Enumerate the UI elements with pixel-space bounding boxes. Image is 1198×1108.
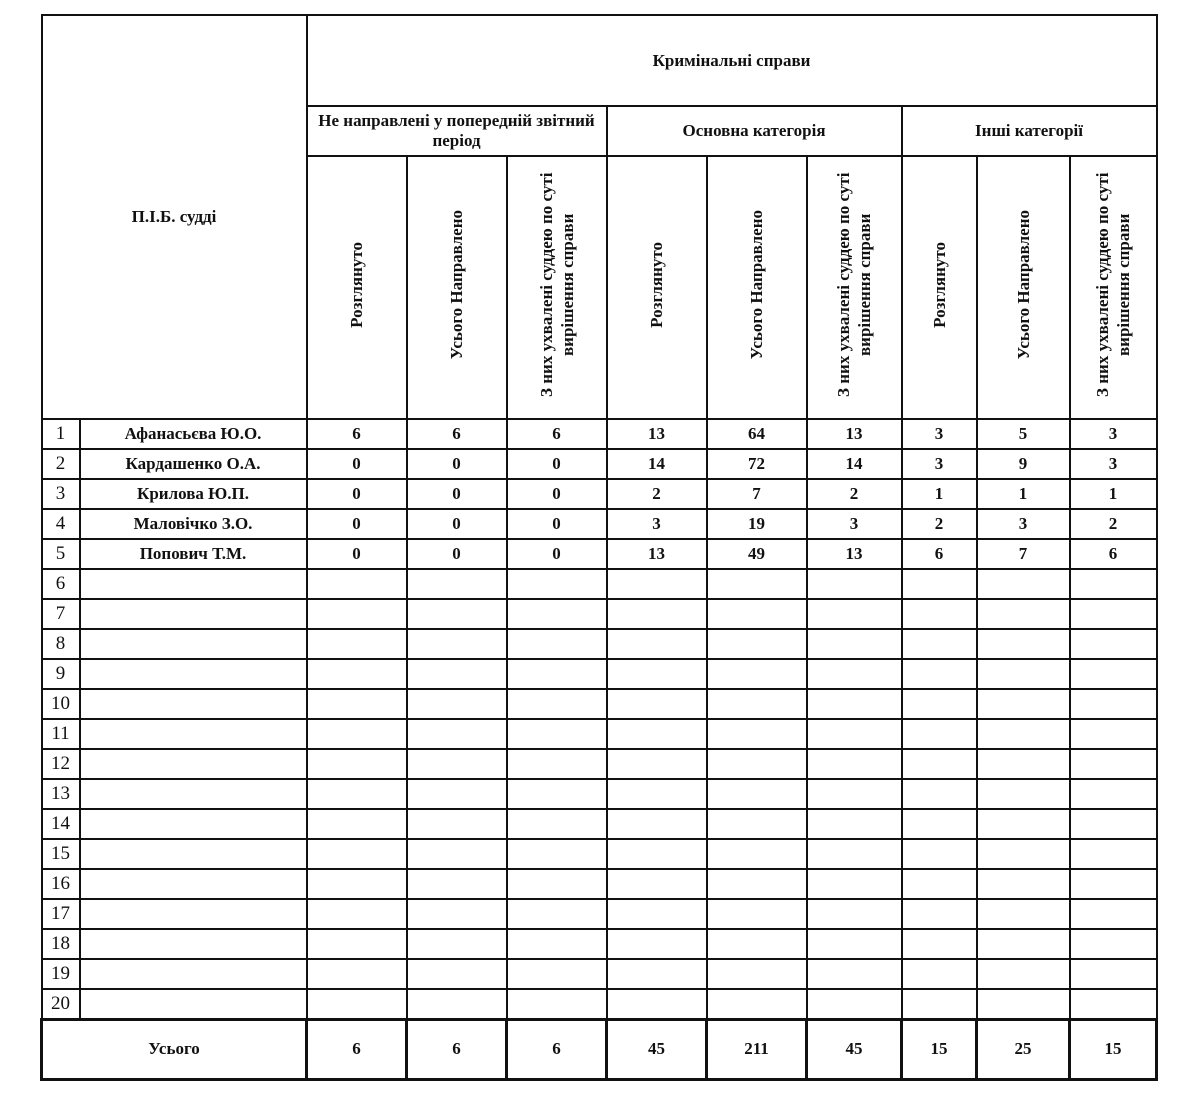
table-row (42, 689, 1157, 719)
table-row (42, 509, 1157, 539)
value-cell (977, 569, 1070, 599)
value-cell: 14 (607, 449, 707, 479)
value-cell (607, 659, 707, 689)
value-cell (307, 959, 407, 989)
value-cell (607, 989, 707, 1019)
table-row (42, 629, 1157, 659)
row-number: 7 (42, 599, 80, 629)
row-number: 3 (42, 479, 80, 509)
value-cell (707, 689, 807, 719)
value-cell: 64 (707, 419, 807, 449)
judge-name (80, 869, 307, 899)
row-number: 13 (42, 779, 80, 809)
value-cell (977, 929, 1070, 959)
value-cell (707, 779, 807, 809)
row-number: 19 (42, 959, 80, 989)
row-number: 15 (42, 839, 80, 869)
value-cell: 1 (902, 479, 977, 509)
judge-name: Кардашенко О.А. (80, 449, 307, 479)
value-cell (707, 989, 807, 1019)
value-cell (307, 569, 407, 599)
value-cell: 6 (507, 419, 607, 449)
total-value: 15 (902, 1019, 977, 1079)
column-header (407, 156, 507, 419)
row-number: 17 (42, 899, 80, 929)
value-cell (977, 599, 1070, 629)
value-cell (707, 959, 807, 989)
value-cell (1070, 779, 1157, 809)
value-cell (707, 629, 807, 659)
judge-name: Попович Т.М. (80, 539, 307, 569)
value-cell (977, 869, 1070, 899)
value-cell (707, 599, 807, 629)
total-value: 15 (1070, 1019, 1157, 1079)
value-cell: 1 (977, 479, 1070, 509)
row-number: 14 (42, 809, 80, 839)
column-header-label: Розглянуто (929, 242, 949, 328)
value-cell (977, 989, 1070, 1019)
value-cell: 0 (407, 449, 507, 479)
table-row (42, 659, 1157, 689)
value-cell (407, 719, 507, 749)
value-cell: 6 (1070, 539, 1157, 569)
value-cell (707, 569, 807, 599)
value-cell (977, 959, 1070, 989)
row-number: 11 (42, 719, 80, 749)
value-cell: 0 (307, 479, 407, 509)
value-cell (1070, 989, 1157, 1019)
value-cell (507, 659, 607, 689)
value-cell (607, 869, 707, 899)
value-cell (407, 629, 507, 659)
value-cell (607, 719, 707, 749)
table-row (42, 449, 1157, 479)
row-number: 12 (42, 749, 80, 779)
value-cell (902, 809, 977, 839)
value-cell: 3 (607, 509, 707, 539)
value-cell (407, 689, 507, 719)
table-row (42, 479, 1157, 509)
group-header-not-sent: Не направлені у попередній звітний період (307, 106, 607, 156)
value-cell (1070, 959, 1157, 989)
total-value: 211 (707, 1019, 807, 1079)
table-row (42, 839, 1157, 869)
value-cell (307, 869, 407, 899)
total-value: 6 (507, 1019, 607, 1079)
group-header-main: Основна категорія (607, 106, 902, 156)
value-cell: 6 (307, 419, 407, 449)
table-row (42, 959, 1157, 989)
judge-name (80, 569, 307, 599)
value-cell (707, 719, 807, 749)
row-number: 8 (42, 629, 80, 659)
judge-name: Афанасьєва Ю.О. (80, 419, 307, 449)
value-cell: 13 (807, 419, 902, 449)
value-cell (407, 839, 507, 869)
value-cell (807, 839, 902, 869)
value-cell (807, 689, 902, 719)
value-cell (307, 689, 407, 719)
value-cell (977, 659, 1070, 689)
value-cell (507, 629, 607, 659)
column-header-label: Усього Направлено (1013, 210, 1033, 360)
value-cell (307, 719, 407, 749)
judge-name (80, 599, 307, 629)
value-cell (1070, 749, 1157, 779)
value-cell (307, 809, 407, 839)
value-cell (1070, 599, 1157, 629)
judge-name (80, 749, 307, 779)
group-header-other: Інші категорії (902, 106, 1157, 156)
value-cell (1070, 869, 1157, 899)
value-cell (507, 719, 607, 749)
table-row (42, 749, 1157, 779)
judge-name: Маловічко З.О. (80, 509, 307, 539)
value-cell (902, 779, 977, 809)
judge-name (80, 929, 307, 959)
value-cell (902, 599, 977, 629)
value-cell: 19 (707, 509, 807, 539)
column-header-label: З них ухвалені суддею по суті вирішення справи (834, 172, 875, 398)
value-cell (902, 989, 977, 1019)
value-cell: 13 (607, 419, 707, 449)
row-number: 4 (42, 509, 80, 539)
value-cell (607, 689, 707, 719)
table-row (42, 929, 1157, 959)
value-cell (807, 599, 902, 629)
value-cell (607, 629, 707, 659)
row-number: 18 (42, 929, 80, 959)
value-cell (1070, 899, 1157, 929)
value-cell (1070, 569, 1157, 599)
value-cell (807, 659, 902, 689)
column-header (807, 156, 902, 419)
value-cell (407, 809, 507, 839)
total-row (42, 1019, 1157, 1079)
value-cell (507, 839, 607, 869)
column-header (902, 156, 977, 419)
value-cell (1070, 689, 1157, 719)
value-cell (307, 749, 407, 779)
value-cell: 0 (407, 509, 507, 539)
row-number: 5 (42, 539, 80, 569)
value-cell: 3 (1070, 419, 1157, 449)
value-cell (1070, 929, 1157, 959)
value-cell (707, 839, 807, 869)
value-cell (507, 689, 607, 719)
judge-name (80, 899, 307, 929)
value-cell (407, 869, 507, 899)
table-row (42, 989, 1157, 1019)
judge-name (80, 989, 307, 1019)
table-row (42, 809, 1157, 839)
value-cell (902, 689, 977, 719)
column-header-label: Усього Направлено (447, 210, 467, 360)
value-cell (902, 749, 977, 779)
value-cell (607, 899, 707, 929)
value-cell (977, 899, 1070, 929)
value-cell (707, 809, 807, 839)
column-header-label: З них ухвалені суддею по суті вирішення справи (1093, 172, 1134, 398)
value-cell (807, 809, 902, 839)
value-cell (407, 659, 507, 689)
row-number: 1 (42, 419, 80, 449)
value-cell (607, 959, 707, 989)
value-cell (407, 899, 507, 929)
table-row (42, 899, 1157, 929)
value-cell (707, 899, 807, 929)
value-cell: 0 (307, 449, 407, 479)
value-cell (607, 599, 707, 629)
column-header (707, 156, 807, 419)
value-cell (1070, 629, 1157, 659)
value-cell (807, 869, 902, 899)
value-cell: 5 (977, 419, 1070, 449)
value-cell (507, 899, 607, 929)
value-cell (407, 749, 507, 779)
value-cell (607, 809, 707, 839)
value-cell (507, 989, 607, 1019)
value-cell: 2 (607, 479, 707, 509)
value-cell: 6 (407, 419, 507, 449)
value-cell (507, 599, 607, 629)
value-cell: 13 (807, 539, 902, 569)
value-cell (902, 899, 977, 929)
value-cell (407, 569, 507, 599)
value-cell: 49 (707, 539, 807, 569)
row-number: 10 (42, 689, 80, 719)
value-cell: 0 (507, 539, 607, 569)
value-cell (1070, 659, 1157, 689)
judge-name (80, 689, 307, 719)
value-cell (977, 719, 1070, 749)
row-number: 16 (42, 869, 80, 899)
value-cell (902, 869, 977, 899)
judge-name: Крилова Ю.П. (80, 479, 307, 509)
value-cell (977, 809, 1070, 839)
total-value: 45 (807, 1019, 902, 1079)
value-cell (307, 899, 407, 929)
value-cell (807, 629, 902, 659)
value-cell (807, 569, 902, 599)
value-cell (307, 629, 407, 659)
value-cell: 0 (407, 539, 507, 569)
value-cell: 0 (507, 449, 607, 479)
value-cell: 72 (707, 449, 807, 479)
value-cell: 3 (1070, 449, 1157, 479)
value-cell: 0 (307, 539, 407, 569)
column-header-label: З них ухвалені суддею по суті вирішення справи (536, 172, 577, 398)
value-cell: 0 (507, 509, 607, 539)
value-cell (507, 869, 607, 899)
value-cell (902, 959, 977, 989)
value-cell (902, 839, 977, 869)
value-cell (307, 839, 407, 869)
value-cell: 7 (707, 479, 807, 509)
value-cell: 3 (902, 419, 977, 449)
row-number: 2 (42, 449, 80, 479)
value-cell (307, 929, 407, 959)
value-cell (902, 659, 977, 689)
judge-name (80, 779, 307, 809)
value-cell (902, 629, 977, 659)
table-row (42, 539, 1157, 569)
column-header-label: Усього Направлено (747, 210, 767, 360)
value-cell (507, 959, 607, 989)
value-cell (977, 779, 1070, 809)
value-cell (507, 569, 607, 599)
row-number: 20 (42, 989, 80, 1019)
value-cell (977, 749, 1070, 779)
judge-name (80, 719, 307, 749)
table-title: Кримінальні справи (307, 15, 1157, 106)
value-cell (807, 779, 902, 809)
value-cell (807, 989, 902, 1019)
judge-name (80, 839, 307, 869)
value-cell (407, 959, 507, 989)
value-cell (707, 869, 807, 899)
judge-name (80, 659, 307, 689)
value-cell (607, 929, 707, 959)
value-cell: 6 (902, 539, 977, 569)
column-header-label: Розглянуто (347, 242, 367, 328)
value-cell (407, 989, 507, 1019)
value-cell: 1 (1070, 479, 1157, 509)
value-cell (607, 839, 707, 869)
value-cell (977, 839, 1070, 869)
value-cell (807, 899, 902, 929)
value-cell (507, 929, 607, 959)
value-cell (1070, 809, 1157, 839)
table-row (42, 599, 1157, 629)
value-cell (807, 749, 902, 779)
value-cell (407, 929, 507, 959)
value-cell: 2 (807, 479, 902, 509)
table-row (42, 869, 1157, 899)
value-cell (707, 929, 807, 959)
total-value: 45 (607, 1019, 707, 1079)
judge-name (80, 959, 307, 989)
total-value: 6 (307, 1019, 407, 1079)
value-cell: 0 (407, 479, 507, 509)
value-cell: 2 (902, 509, 977, 539)
value-cell (307, 989, 407, 1019)
value-cell (607, 569, 707, 599)
value-cell: 7 (977, 539, 1070, 569)
table-row (42, 719, 1157, 749)
value-cell (707, 659, 807, 689)
criminal-cases-table (40, 14, 1158, 1081)
value-cell (507, 749, 607, 779)
value-cell: 3 (902, 449, 977, 479)
judge-name-header: П.І.Б. судді (42, 15, 307, 419)
value-cell: 13 (607, 539, 707, 569)
column-header (607, 156, 707, 419)
value-cell (902, 569, 977, 599)
value-cell: 3 (977, 509, 1070, 539)
value-cell: 14 (807, 449, 902, 479)
column-header (977, 156, 1070, 419)
column-header (307, 156, 407, 419)
value-cell (1070, 839, 1157, 869)
column-header (1070, 156, 1157, 419)
table-row (42, 779, 1157, 809)
total-value: 6 (407, 1019, 507, 1079)
value-cell (307, 659, 407, 689)
value-cell (307, 779, 407, 809)
value-cell: 3 (807, 509, 902, 539)
value-cell (902, 929, 977, 959)
judge-name (80, 809, 307, 839)
total-value: 25 (977, 1019, 1070, 1079)
row-number: 6 (42, 569, 80, 599)
value-cell (507, 809, 607, 839)
value-cell (1070, 719, 1157, 749)
value-cell (707, 749, 807, 779)
total-label: Усього (42, 1019, 307, 1079)
value-cell (607, 779, 707, 809)
value-cell (407, 779, 507, 809)
value-cell: 0 (307, 509, 407, 539)
judge-name (80, 629, 307, 659)
value-cell (902, 719, 977, 749)
value-cell: 9 (977, 449, 1070, 479)
value-cell (977, 629, 1070, 659)
value-cell (807, 929, 902, 959)
value-cell: 0 (507, 479, 607, 509)
row-number: 9 (42, 659, 80, 689)
table-row (42, 419, 1157, 449)
column-header (507, 156, 607, 419)
column-header-label: Розглянуто (647, 242, 667, 328)
value-cell (507, 779, 607, 809)
value-cell (807, 959, 902, 989)
value-cell (977, 689, 1070, 719)
value-cell (307, 599, 407, 629)
value-cell: 2 (1070, 509, 1157, 539)
table-row (42, 569, 1157, 599)
value-cell (607, 749, 707, 779)
value-cell (807, 719, 902, 749)
value-cell (407, 599, 507, 629)
